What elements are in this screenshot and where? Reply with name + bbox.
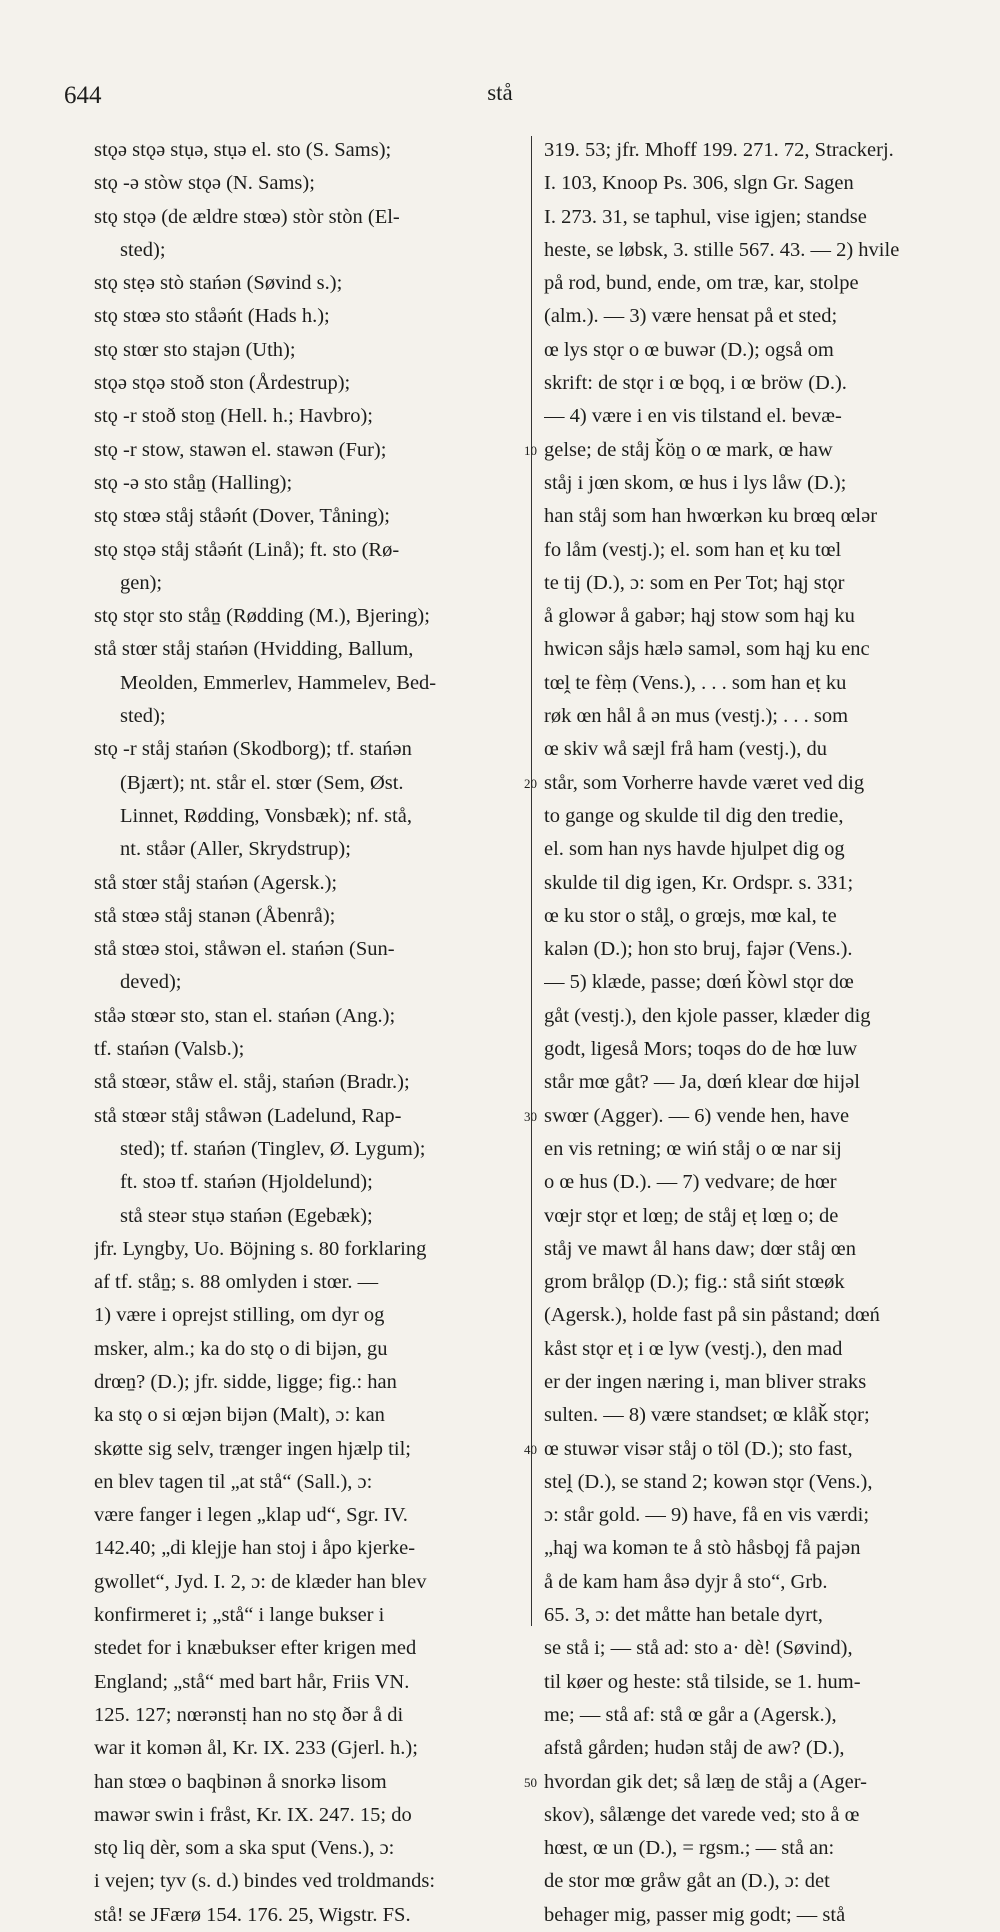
text-line: (Bjært); nt. står el. stœr (Sem, Øst.	[120, 771, 404, 794]
text-line: gelse; de ståj ǩöṉ o œ mark, œ haw	[544, 438, 833, 461]
text-line: en blev tagen til „at stå“ (Sall.), ɔ:	[94, 1470, 373, 1493]
text-line: „hąj wa komən te å stò håsbǫj få pajən	[544, 1537, 861, 1560]
text-line: I. 103, Knoop Ps. 306, slgn Gr. Sagen	[544, 172, 854, 195]
text-line: stå stœər, ståw el. ståj, stańən (Bradr.);	[94, 1071, 410, 1094]
text-line: stǫ -ə stòw stǫə (N. Sams);	[94, 172, 315, 195]
text-line: af tf. ståṉ; s. 88 omlyden i stœr. —	[94, 1271, 379, 1294]
text-line: de stor mœ gråw gåt an (D.), ɔ: det	[544, 1870, 830, 1893]
text-line: hœst, œ un (D.), = rgsm.; — stå an:	[544, 1837, 835, 1860]
line-number: 40	[524, 1441, 537, 1457]
text-line: stå stœr ståj stańən (Hvidding, Ballum,	[94, 638, 414, 661]
line-number: 20	[524, 775, 537, 791]
text-line: se stå i; — stå ad: sto a· dè! (Søvind),	[544, 1637, 853, 1660]
text-line: en vis retning; œ wiń ståj o œ nar sij	[544, 1137, 842, 1160]
text-line: røk œn hål å ən mus (vestj.); . . . som	[544, 705, 849, 728]
text-line: drœṉ? (D.); jfr. sidde, ligge; fig.: han	[94, 1370, 397, 1393]
text-line: stå stœr ståj stańən (Agersk.);	[94, 871, 338, 894]
line-number: 10	[524, 442, 537, 458]
text-line: heste, se løbsk, 3. stille 567. 43. — 2) hvile	[544, 238, 900, 261]
text-line: konfirmeret i; „stå“ i lange bukser i	[94, 1604, 385, 1627]
column-rule	[531, 136, 532, 1626]
text-line: skrift: de stǫr i œ bǫq, i œ bröw (D.).	[544, 372, 847, 395]
text-line: stå stœər ståj ståwən (Ladelund, Rap-	[94, 1104, 402, 1127]
text-line: ɔ: står gold. — 9) have, få en vis værdi;	[544, 1504, 870, 1527]
text-line: stǫ -r stoð stoṉ (Hell. h.; Havbro);	[94, 405, 373, 428]
text-line: sted); tf. stańən (Tinglev, Ø. Lygum);	[120, 1137, 426, 1160]
text-line: grom brålǫp (D.); fig.: stå sińt stœøk	[544, 1271, 845, 1294]
text-line: 1) være i oprejst stilling, om dyr og	[94, 1304, 385, 1327]
line-number: 50	[524, 1774, 537, 1790]
text-line: œ lys stǫr o œ buwər (D.); også om	[544, 338, 834, 361]
text-line: stǫə stǫə stoð ston (Årdestrup);	[94, 372, 351, 395]
text-line: hwicən såjs hælə saməl, som hąj ku enc	[544, 638, 870, 661]
text-line: deved);	[120, 971, 182, 994]
text-line: jfr. Lyngby, Uo. Böjning s. 80 forklaring	[94, 1237, 427, 1260]
text-line: œ skiv wå sæjl frå ham (vestj.), du	[544, 738, 827, 761]
text-line: gåt (vestj.), den kjole passer, klæder dig	[544, 1004, 871, 1027]
text-line: œ stuwər visər ståj o töl (D.); sto fast,	[544, 1437, 853, 1460]
text-line: sted);	[120, 238, 166, 261]
text-line: England; „stå“ med bart hår, Friis VN.	[94, 1670, 410, 1693]
text-line: skulde til dig igen, Kr. Ordspr. s. 331;	[544, 871, 854, 894]
left-column	[94, 134, 522, 1932]
text-line: stǫ stœə sto ståəńt (Hads h.);	[94, 305, 330, 328]
text-line: œ ku stor o ståḽ, o grœjs, mœ kal, te	[544, 904, 837, 927]
text-line: to gange og skulde til dig den tredie,	[544, 804, 844, 827]
text-line: være fanger i legen „klap ud“, Sgr. IV.	[94, 1504, 408, 1527]
text-line: stǫ stǫr sto ståṉ (Rødding (M.), Bjering);	[94, 605, 430, 628]
text-line: ft. stoə tf. stańən (Hjoldelund);	[120, 1171, 373, 1194]
text-line: stǫ -r ståj stańən (Skodborg); tf. stańən	[94, 738, 412, 761]
text-line: o œ hus (D.). — 7) vedvare; de hœr	[544, 1171, 837, 1194]
text-line: afstå gården; hudən ståj de aw? (D.),	[544, 1737, 845, 1760]
text-line: war it komən ål, Kr. IX. 233 (Gjerl. h.);	[94, 1737, 418, 1760]
text-line: sted);	[120, 705, 166, 728]
text-line: gwollet“, Jyd. I. 2, ɔ: de klæder han blev	[94, 1570, 427, 1593]
text-line: godt, ligeså Mors; toqəs do de hœ luw	[544, 1038, 858, 1061]
text-line: stǫ liq dèr, som a ska sput (Vens.), ɔ:	[94, 1837, 395, 1860]
page-number: 644	[64, 82, 102, 109]
text-line: Linnet, Rødding, Vonsbæk); nf. stå,	[120, 804, 412, 827]
text-line: kalən (D.); hon sto bruj, fajər (Vens.).	[544, 938, 853, 961]
text-line: stǫ stǫə (de ældre stœə) stòr stòn (El-	[94, 205, 400, 228]
text-line: me; — stå af: stå œ går a (Agersk.),	[544, 1703, 837, 1726]
text-line: vœjr stǫr et lœṉ; de ståj eṭ lœṉ o; de	[544, 1204, 839, 1227]
text-line: el. som han nys havde hjulpet dig og	[544, 838, 845, 861]
text-line: 125. 127; nœrənstị han no stǫ ðər å di	[94, 1703, 404, 1726]
text-line: på rod, bund, ende, om træ, kar, stolpe	[544, 272, 859, 295]
text-line: stå! se JFærø 154. 176. 25, Wigstr. FS.	[94, 1903, 411, 1926]
text-line: te tij (D.), ɔ: som en Per Tot; hąj stǫr	[544, 571, 845, 594]
text-line: fo låm (vestj.); el. som han eṭ ku tœl	[544, 538, 842, 561]
text-line: skøtte sig selv, trænger ingen hjælp til;	[94, 1437, 411, 1460]
right-column	[544, 134, 976, 1932]
text-line: stǫ stœr sto stajən (Uth);	[94, 338, 296, 361]
text-line: å de kam ham åsə dyjr å sto“, Grb.	[544, 1570, 828, 1593]
text-line: — 5) klæde, passe; dœń ǩòwl stǫr dœ	[544, 971, 854, 994]
text-line: står, som Vorherre havde været ved dig	[544, 771, 865, 794]
text-line: kåst stǫr eṭ i œ lyw (vestj.), den mad	[544, 1337, 843, 1360]
text-line: hvordan gik det; så læṉ de ståj a (Ager-	[544, 1770, 867, 1793]
text-line: gen);	[120, 571, 163, 594]
text-line: 142.40; „di klejje han stoj i åpo kjerke-	[94, 1537, 416, 1560]
text-line: stå stœə stoi, ståwən el. stańən (Sun-	[94, 938, 395, 961]
text-line: sulten. — 8) være standset; œ klåǩ stǫr;	[544, 1404, 870, 1427]
text-line: 65. 3, ɔ: det måtte han betale dyrt,	[544, 1604, 823, 1627]
text-line: (alm.). — 3) være hensat på et sted;	[544, 305, 838, 328]
text-line: tœḽ te fèṃ (Vens.), . . . som han eṭ ku	[544, 671, 847, 694]
text-line: 319. 53; jfr. Mhoff 199. 271. 72, Strackerj.	[544, 139, 894, 161]
text-line: stå stœə ståj stanən (Åbenrå);	[94, 904, 336, 927]
text-line: ka stǫ o si œjən bijən (Malt), ɔ: kan	[94, 1404, 385, 1427]
text-line: ståj ve mawt ål hans daw; dœr ståj œn	[544, 1237, 856, 1260]
text-line: han ståj som han hwœrkən ku brœq œlər	[544, 505, 878, 528]
text-line: msker, alm.; ka do stǫ o di bijən, gu	[94, 1337, 388, 1360]
text-line: behager mig, passer mig godt; — stå	[544, 1903, 846, 1926]
text-line: tf. stańən (Valsb.);	[94, 1038, 245, 1061]
text-line: stå steər stụə stańən (Egebæk);	[120, 1204, 373, 1227]
text-line: — 4) være i en vis tilstand el. bevæ-	[544, 405, 842, 428]
text-line: Meolden, Emmerlev, Hammelev, Bed-	[120, 671, 437, 694]
text-line: er der ingen næring i, man bliver straks	[544, 1370, 867, 1393]
text-line: stǫ stœə ståj ståəńt (Dover, Tåning);	[94, 505, 390, 528]
text-line: stǫ -ə sto ståṉ (Halling);	[94, 471, 293, 494]
text-line: I. 273. 31, se taphul, vise igjen; standse	[544, 205, 867, 228]
text-line: i vejen; tyv (s. d.) bindes ved troldmands:	[94, 1870, 436, 1893]
text-line: står mœ gåt? — Ja, dœń klear dœ hijəl	[544, 1071, 860, 1094]
text-line: skov), sålænge det varede ved; sto å œ	[544, 1803, 860, 1826]
text-line: nt. ståər (Aller, Skrydstrup);	[120, 838, 351, 861]
text-line: han stœə o baqbinən å snorkə lisom	[94, 1770, 387, 1793]
text-line: swœr (Agger). — 6) vende hen, have	[544, 1104, 850, 1127]
text-line: stǫ -r stow, stawən el. stawən (Fur);	[94, 438, 387, 461]
text-line: ståə stœər sto, stan el. stańən (Ang.);	[94, 1004, 396, 1027]
running-head: stå	[487, 80, 513, 105]
text-line: stǫ stẹə stò stańən (Søvind s.);	[94, 272, 343, 295]
text-line: (Agersk.), holde fast på sin påstand; dœń	[544, 1304, 880, 1327]
text-line: til køer og heste: stå tilside, se 1. hum-	[544, 1670, 861, 1693]
text-line: ståj i jœn skom, œ hus i lys låw (D.);	[544, 471, 847, 494]
text-line: stedet for i knæbukser efter krigen med	[94, 1637, 417, 1660]
text-line: mawər swin i fråst, Kr. IX. 247. 15; do	[94, 1803, 412, 1826]
text-line: steḽ (D.), se stand 2; kowən stǫr (Vens.),	[544, 1470, 873, 1493]
text-line: å glowər å gabər; hąj stow som hąj ku	[544, 605, 855, 628]
line-number: 30	[524, 1108, 537, 1124]
text-line: stǫə stǫə stụə, stụə el. sto (S. Sams);	[94, 139, 392, 161]
text-line: stǫ stǫə ståj ståəńt (Linå); ft. sto (Rø-	[94, 538, 400, 561]
